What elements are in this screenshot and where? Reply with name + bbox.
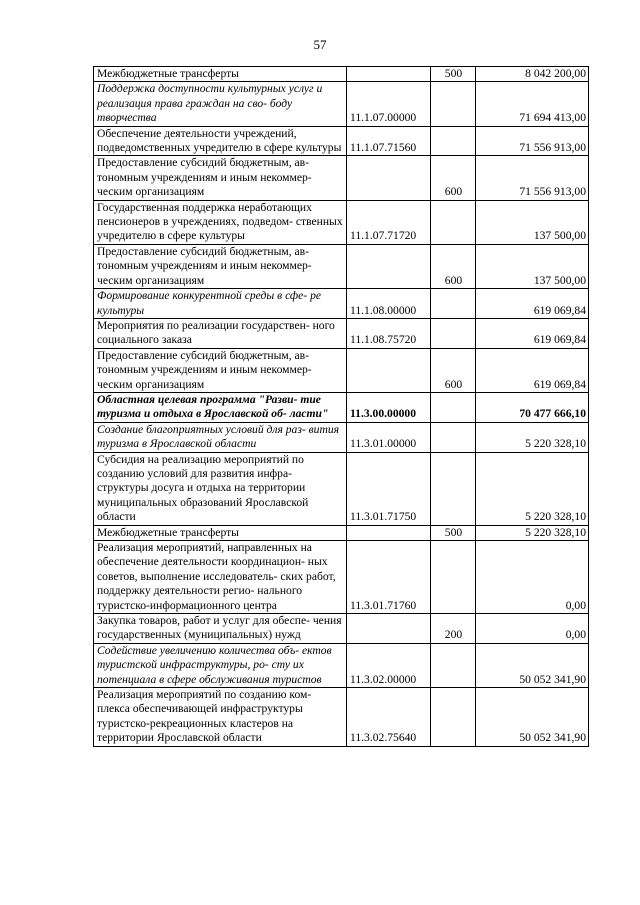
row-code-cell <box>347 244 431 288</box>
row-expense-type-cell: 500 <box>431 67 476 82</box>
row-expense-type-cell <box>431 422 476 452</box>
table-row <box>94 126 589 156</box>
row-code-cell: 11.1.07.71720 <box>347 200 431 244</box>
row-name-cell: Реализация мероприятий по созданию ком- плекса обеспечивающей инфраструктуры туристско-рекреационных кластеров на территории Ярославской области <box>94 688 347 747</box>
row-code-cell: 11.3.02.75640 <box>347 688 431 747</box>
row-name-cell: Формирование конкурентной среды в сфе- ре культуры <box>94 289 347 319</box>
table-row <box>94 318 589 348</box>
table-row <box>94 244 589 288</box>
row-expense-type-cell: 500 <box>431 525 476 540</box>
row-amount-cell: 619 069,84 <box>476 289 589 319</box>
row-amount-cell: 8 042 200,00 <box>476 67 589 82</box>
row-amount-cell: 5 220 328,10 <box>476 525 589 540</box>
row-amount-cell: 137 500,00 <box>476 200 589 244</box>
row-code-cell: 11.3.01.71750 <box>347 452 431 525</box>
row-expense-type-cell <box>431 126 476 156</box>
row-amount-cell: 71 694 413,00 <box>476 82 589 126</box>
row-code-cell: 11.1.07.71560 <box>347 126 431 156</box>
table-row <box>94 422 589 452</box>
row-amount-cell: 0,00 <box>476 541 589 614</box>
table-row <box>94 452 589 525</box>
row-expense-type-cell <box>431 289 476 319</box>
table-row <box>94 392 589 422</box>
row-name-cell: Предоставление субсидий бюджетным, ав- тономным учреждениям и иным некоммер- ческим организациям <box>94 348 347 392</box>
row-name-cell: Обеспечение деятельности учреждений, подведомственных учредителю в сфере культуры <box>94 126 347 156</box>
row-code-cell <box>347 67 431 82</box>
row-amount-cell: 50 052 341,90 <box>476 688 589 747</box>
row-name-cell: Создание благоприятных условий для раз- вития туризма в Ярославской области <box>94 422 347 452</box>
row-amount-cell: 71 556 913,00 <box>476 156 589 200</box>
row-expense-type-cell: 600 <box>431 348 476 392</box>
row-amount-cell: 5 220 328,10 <box>476 422 589 452</box>
row-expense-type-cell <box>431 688 476 747</box>
row-amount-cell: 71 556 913,00 <box>476 126 589 156</box>
row-name-cell: Реализация мероприятий, направленных на обеспечение деятельности координацион- ных советов, выполнение исследователь- ских работ, поддержку деятельности регио- нального туристско-информационного центра <box>94 541 347 614</box>
table-row <box>94 688 589 747</box>
page-number: 57 <box>313 37 327 52</box>
row-code-cell: 11.3.01.00000 <box>347 422 431 452</box>
row-code-cell <box>347 156 431 200</box>
table-row <box>94 525 589 540</box>
row-expense-type-cell <box>431 392 476 422</box>
row-code-cell: 11.3.02.00000 <box>347 643 431 687</box>
row-code-cell: 11.3.01.71760 <box>347 541 431 614</box>
table-row <box>94 200 589 244</box>
row-code-cell: 11.1.08.75720 <box>347 318 431 348</box>
row-expense-type-cell <box>431 318 476 348</box>
row-name-cell: Областная целевая программа "Разви- тие туризма и отдыха в Ярославской об- ласти" <box>94 392 347 422</box>
row-name-cell: Предоставление субсидий бюджетным, ав- тономным учреждениям и иным некоммер- ческим организациям <box>94 156 347 200</box>
row-amount-cell: 137 500,00 <box>476 244 589 288</box>
table-row <box>94 156 589 200</box>
row-name-cell: Государственная поддержка неработающих пенсионеров в учреждениях, подведом- ственных учредителю в сфере культуры <box>94 200 347 244</box>
row-amount-cell: 619 069,84 <box>476 318 589 348</box>
row-code-cell <box>347 614 431 644</box>
row-name-cell: Содействие увеличению количества объ- ектов туристской инфраструктуры, ро- сту их потенциала в сфере обслуживания туристов <box>94 643 347 687</box>
row-expense-type-cell <box>431 452 476 525</box>
row-name-cell: Поддержка доступности культурных услуг и реализация права граждан на сво- боду творчества <box>94 82 347 126</box>
row-code-cell <box>347 348 431 392</box>
row-code-cell: 11.1.07.00000 <box>347 82 431 126</box>
row-expense-type-cell: 200 <box>431 614 476 644</box>
row-name-cell: Закупка товаров, работ и услуг для обеспе- чения государственных (муниципальных) нужд <box>94 614 347 644</box>
row-name-cell: Межбюджетные трансферты <box>94 525 347 540</box>
row-expense-type-cell: 600 <box>431 156 476 200</box>
row-amount-cell: 70 477 666,10 <box>476 392 589 422</box>
row-name-cell: Субсидия на реализацию мероприятий по созданию условий для развития инфра- структуры досуга и отдыха на территории муниципальных образований Ярославской области <box>94 452 347 525</box>
row-expense-type-cell: 600 <box>431 244 476 288</box>
row-code-cell: 11.3.00.00000 <box>347 392 431 422</box>
row-name-cell: Мероприятия по реализации государствен- ного социального заказа <box>94 318 347 348</box>
row-code-cell: 11.1.08.00000 <box>347 289 431 319</box>
row-amount-cell: 0,00 <box>476 614 589 644</box>
row-amount-cell: 5 220 328,10 <box>476 452 589 525</box>
table-row <box>94 82 589 126</box>
row-expense-type-cell <box>431 643 476 687</box>
table-row <box>94 541 589 614</box>
row-expense-type-cell <box>431 200 476 244</box>
row-amount-cell: 619 069,84 <box>476 348 589 392</box>
row-expense-type-cell <box>431 82 476 126</box>
table-row <box>94 348 589 392</box>
row-name-cell: Межбюджетные трансферты <box>94 67 347 82</box>
table-row <box>94 643 589 687</box>
table-row <box>94 67 589 82</box>
row-amount-cell: 50 052 341,90 <box>476 643 589 687</box>
table-row <box>94 289 589 319</box>
row-expense-type-cell <box>431 541 476 614</box>
budget-table <box>93 66 589 747</box>
row-name-cell: Предоставление субсидий бюджетным, ав- тономным учреждениям и иным некоммер- ческим организациям <box>94 244 347 288</box>
table-row <box>94 614 589 644</box>
row-code-cell <box>347 525 431 540</box>
